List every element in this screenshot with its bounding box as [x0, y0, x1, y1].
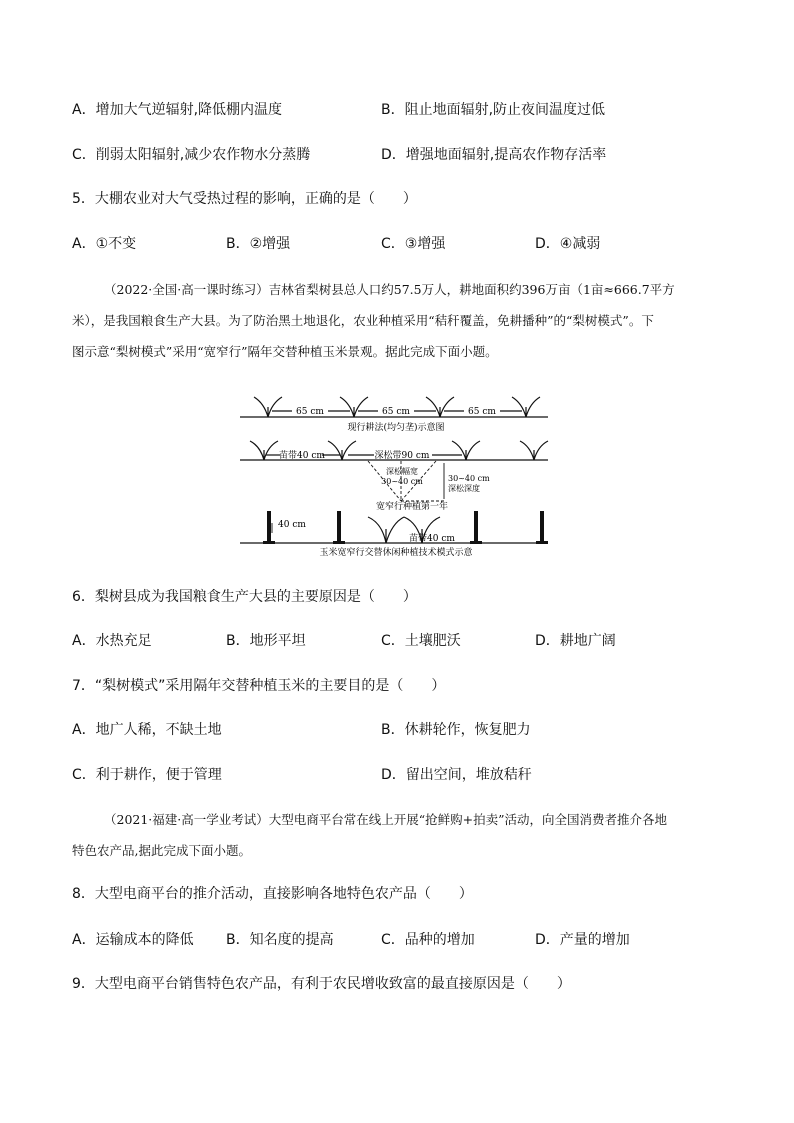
q7-option-b: B．休耕轮作，恢复肥力	[381, 722, 531, 738]
q5-option-d: D．④减弱	[535, 236, 601, 252]
spacing-label-1: 65 cm	[296, 407, 324, 417]
spacing-label-3: 65 cm	[468, 407, 496, 417]
material2-line2: 特色农产品,据此完成下面小题。	[72, 843, 251, 858]
q7-option-a: A．地广人稀，不缺土地	[72, 722, 222, 738]
q8-option-a: A．运输成本的降低	[72, 932, 194, 948]
loosen-depth-value: 30~40 cm	[448, 474, 490, 483]
q7-stem: 7．“梨树模式”采用隔年交替种植玉米的主要目的是（ ）	[72, 678, 446, 694]
plant-icon	[328, 441, 356, 460]
plant-icon	[452, 441, 480, 460]
spacing-label-2: 65 cm	[382, 407, 410, 417]
plant-icon	[250, 441, 278, 460]
deep-band-label: 深松带90 cm	[374, 451, 430, 461]
plant-icon	[426, 397, 454, 417]
seed-band-label-2: 苗带40 cm	[409, 534, 455, 544]
q5-option-a: A．①不变	[72, 236, 137, 252]
plant-icon	[512, 397, 540, 417]
material2-line1: （2021·福建·高一学业考试）大型电商平台常在线上开展“抢鲜购+拍卖”活动，向全国消费者推介各地	[104, 812, 668, 827]
q6-option-a: A．水热充足	[72, 633, 152, 649]
q4-option-d: D．增强地面辐射,提高农作物存活率	[381, 147, 607, 163]
plant-icon	[368, 517, 404, 543]
plant-icon	[254, 397, 282, 417]
q6-option-c: C．土壤肥沃	[381, 633, 461, 649]
q5-stem: 5．大棚农业对大气受热过程的影响，正确的是（ ）	[72, 191, 417, 207]
q6-option-d: D．耕地广阔	[535, 633, 616, 649]
stubble-post	[474, 511, 478, 543]
material1-line2: 米），是我国粮食生产大县。为了防治黑土地退化，农业种植采用“秸秆覆盖，免耕播种”的“梨树模式”。下	[72, 313, 654, 328]
q6-stem: 6．梨树县成为我国粮食生产大县的主要原因是（ ）	[72, 589, 417, 605]
caption-alternating-mode: 玉米宽窄行交替休闲种植技术模式示意	[319, 548, 473, 558]
q6-option-b: B．地形平坦	[226, 633, 306, 649]
material1-line1: （2022·全国·高一课时练习）吉林省梨树县总人口约57.5万人，耕地面积约396万亩（1亩≈666.7平方	[104, 282, 675, 297]
q8-option-d: D．产量的增加	[535, 932, 630, 948]
material1-line3: 图示意“梨树模式”采用“宽窄行”隔年交替种植玉米景观。据此完成下面小题。	[72, 344, 498, 359]
seed-band-label: 苗带40 cm	[279, 451, 325, 461]
plant-icon	[520, 441, 548, 460]
stubble-post	[337, 511, 341, 543]
q7-option-d: D．留出空间，堆放秸秆	[381, 767, 532, 783]
stubble-post	[540, 511, 544, 543]
q4-option-b: B．阻止地面辐射,防止夜间温度过低	[381, 102, 606, 118]
caption-current-method: 现行耕法(均匀垄)示意图	[347, 423, 445, 433]
plant-icon	[340, 397, 368, 417]
q5-option-c: C．③增强	[381, 236, 446, 252]
q8-option-b: B．知名度的提高	[226, 932, 334, 948]
planting-diagram	[236, 383, 556, 560]
q7-option-c: C．利于耕作，便于管理	[72, 767, 222, 783]
q5-option-b: B．②增强	[226, 236, 291, 252]
stub-height-label: 40 cm	[278, 520, 306, 530]
q4-option-c: C．削弱太阳辐射,减少农作物水分蒸腾	[72, 147, 311, 163]
q4-option-a: A．增加大气逆辐射,降低棚内温度	[72, 102, 283, 118]
loosen-width-value: 30~40 cm	[381, 477, 423, 486]
caption-first-year: 宽窄行种植第一年	[375, 502, 449, 512]
stubble-post	[267, 511, 271, 543]
q8-stem: 8．大型电商平台的推介活动，直接影响各地特色农产品（ ）	[72, 886, 473, 902]
loosen-width-label: 深松幅宽	[386, 467, 418, 476]
q8-option-c: C．品种的增加	[381, 932, 475, 948]
q9-stem: 9．大型电商平台销售特色农产品，有利于农民增收致富的最直接原因是（ ）	[72, 976, 571, 992]
loosen-depth-label: 深松深度	[448, 484, 480, 493]
